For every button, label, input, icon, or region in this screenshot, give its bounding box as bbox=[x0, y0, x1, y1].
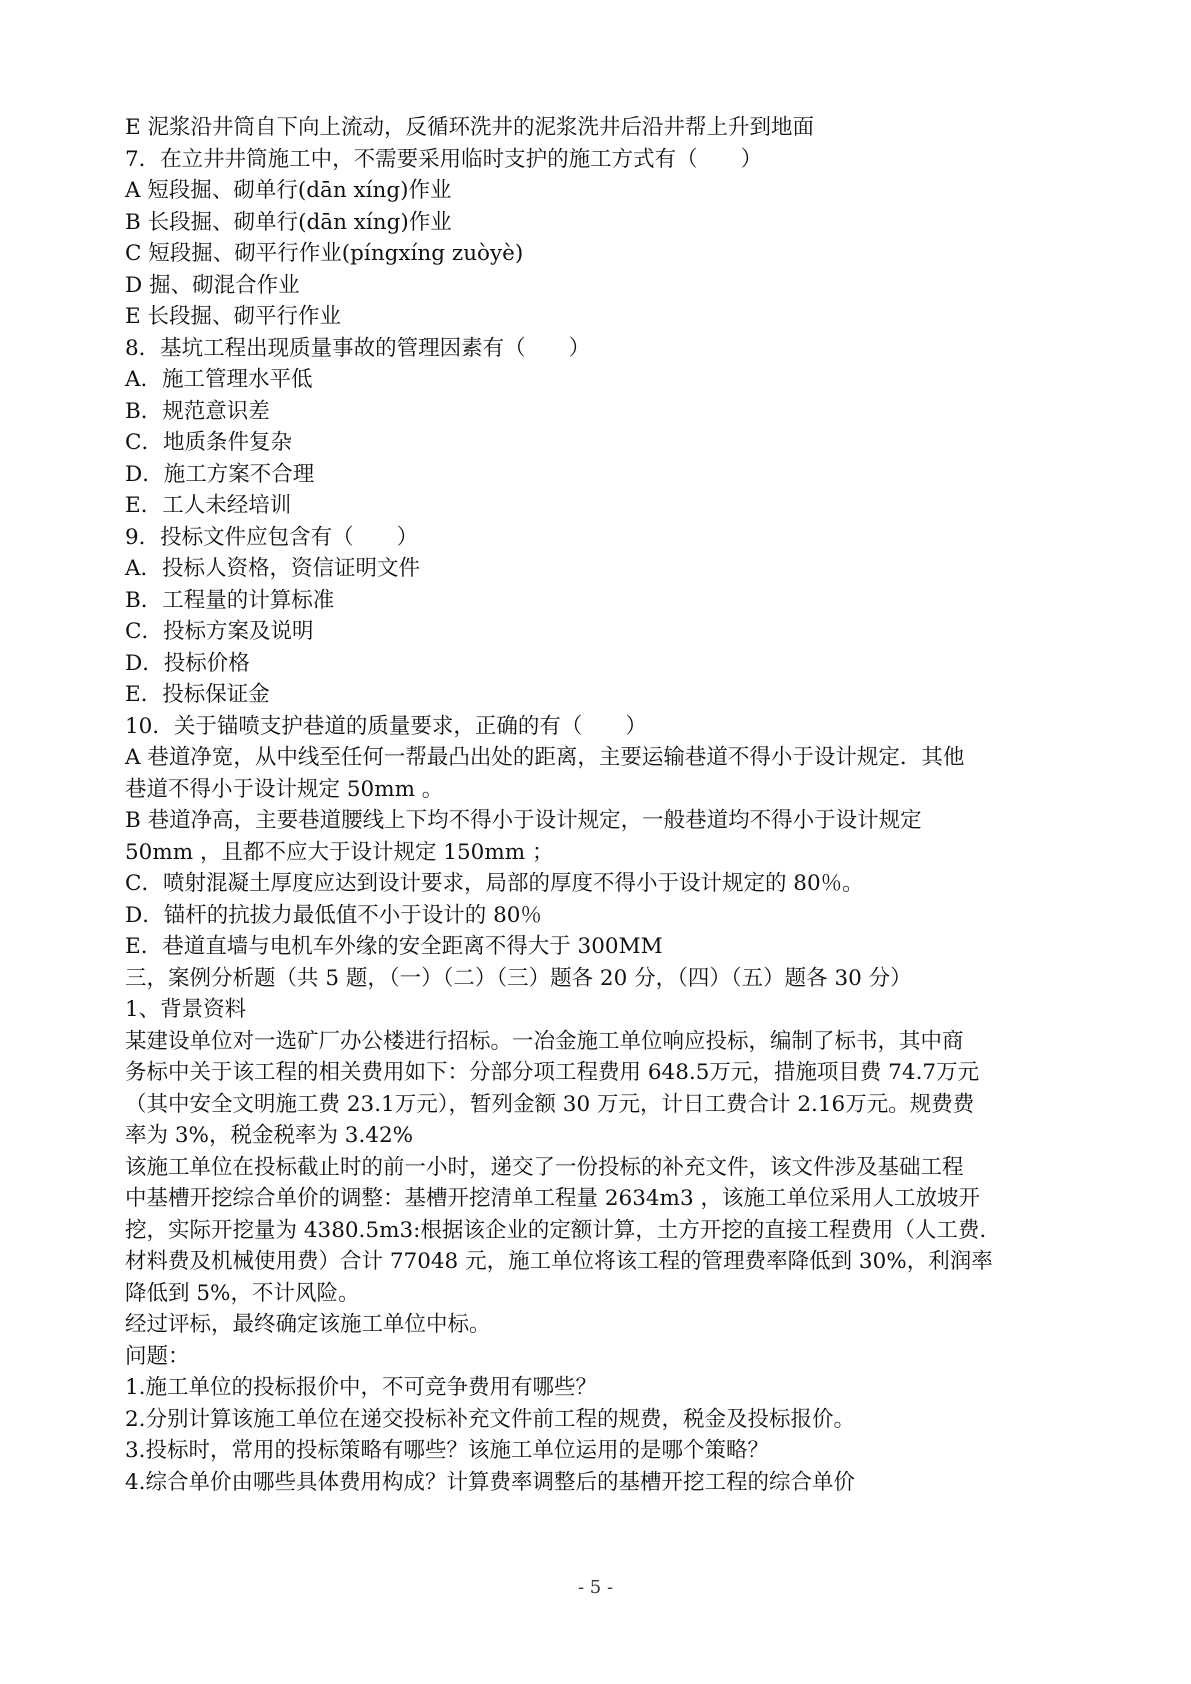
text-line: D．投标价格 bbox=[125, 650, 250, 676]
text-line: B 长段掘、砌单行(dān xíng)作业 bbox=[125, 209, 452, 235]
text-line: D 掘、砌混合作业 bbox=[125, 272, 300, 298]
text-line: D．锚杆的抗拔力最低值不小于设计的 80％ bbox=[125, 902, 542, 928]
document-body bbox=[125, 112, 1075, 1498]
text-line: 50mm ，且都不应大于设计规定 150mm ； bbox=[125, 839, 554, 865]
text-line: A 短段掘、砌单行(dān xíng)作业 bbox=[125, 178, 452, 203]
text-line: 10．关于锚喷支护巷道的质量要求，正确的有（ ） bbox=[125, 713, 647, 739]
text-line: C．地质条件复杂 bbox=[125, 430, 292, 455]
text-line: 2.分别计算该施工单位在递交投标补充文件前工程的规费，税金及投标报价。 bbox=[125, 1406, 856, 1432]
text-line: 务标中关于该工程的相关费用如下：分部分项工程费用 648.5万元，措施项目费 74.7万元 bbox=[125, 1060, 980, 1085]
text-line: 该施工单位在投标截止时的前一小时，递交了一份投标的补充文件，该文件涉及基础工程 bbox=[125, 1154, 964, 1180]
text-line: C．喷射混凝土厚度应达到设计要求，局部的厚度不得小于设计规定的 80％。 bbox=[125, 871, 864, 896]
text-line: 某建设单位对一选矿厂办公楼进行招标。一冶金施工单位响应投标，编制了标书，其中商 bbox=[125, 1028, 964, 1054]
text-line: 经过评标，最终确定该施工单位中标。 bbox=[125, 1312, 491, 1337]
text-line: 率为 3%，税金税率为 3.42% bbox=[125, 1123, 414, 1148]
text-line: 巷道不得小于设计规定 50mm 。 bbox=[125, 776, 444, 802]
text-line: 4.综合单价由哪些具体费用构成？计算费率调整后的基槽开挖工程的综合单价 bbox=[125, 1469, 856, 1495]
text-line: E．工人未经培训 bbox=[125, 493, 292, 518]
text-line: E 泥浆沿井筒自下向上流动，反循环洗井的泥浆洗井后沿井帮上升到地面 bbox=[125, 115, 815, 140]
text-line: C 短段掘、砌平行作业(píngxíng zuòyè) bbox=[125, 241, 524, 266]
text-line: E．投标保证金 bbox=[125, 682, 270, 707]
page-number: - 5 - bbox=[577, 1577, 614, 1598]
text-line: 降低到 5%，不计风险。 bbox=[125, 1280, 360, 1306]
text-line: 挖，实际开挖量为 4380.5m3:根据该企业的定额计算，土方开挖的直接工程费用（人工费. bbox=[125, 1217, 987, 1243]
text-line: B．工程量的计算标准 bbox=[125, 587, 335, 613]
text-line: B 巷道净高，主要巷道腰线上下均不得小于设计规定，一般巷道均不得小于设计规定 bbox=[125, 808, 922, 833]
text-line: 三，案例分析题（共 5 题，（一）（二）（三）题各 20 分，（四）（五）题各 30 分） bbox=[125, 965, 912, 991]
text-line: （其中安全文明施工费 23.1万元），暂列金额 30 万元，计日工费合计 2.16万元。规费费 bbox=[125, 1091, 975, 1117]
text-line: E．巷道直墙与电机车外缘的安全距离不得大于 300MM bbox=[125, 934, 663, 959]
text-line: 7．在立井井筒施工中，不需要采用临时支护的施工方式有（ ） bbox=[125, 146, 763, 172]
text-line: A 巷道净宽，从中线至任何一帮最凸出处的距离，主要运输巷道不得小于设计规定．其他 bbox=[125, 745, 965, 770]
text-line: A．施工管理水平低 bbox=[125, 367, 313, 392]
text-line: 1、背景资料 bbox=[125, 997, 247, 1022]
text-line: C．投标方案及说明 bbox=[125, 619, 314, 644]
text-line: E 长段掘、砌平行作业 bbox=[125, 304, 342, 329]
text-line: 1.施工单位的投标报价中，不可竞争费用有哪些？ bbox=[125, 1375, 598, 1400]
text-line: A．投标人资格，资信证明文件 bbox=[125, 556, 421, 581]
text-line: 材料费及机械使用费）合计 77048 元，施工单位将该工程的管理费率降低到 30%，利润率 bbox=[125, 1249, 993, 1274]
text-line: 8．基坑工程出现质量事故的管理因素有（ ） bbox=[125, 335, 591, 361]
text-line: D．施工方案不合理 bbox=[125, 461, 315, 487]
text-line: 问题： bbox=[125, 1343, 190, 1369]
text-line: 9．投标文件应包含有（ ） bbox=[125, 524, 419, 550]
text-line: 中基槽开挖综合单价的调整：基槽开挖清单工程量 2634m3 ，该施工单位采用人工放坡开 bbox=[125, 1186, 980, 1211]
text-line: 3.投标时，常用的投标策略有哪些？该施工单位运用的是哪个策略？ bbox=[125, 1438, 770, 1463]
text-line: B．规范意识差 bbox=[125, 398, 270, 424]
